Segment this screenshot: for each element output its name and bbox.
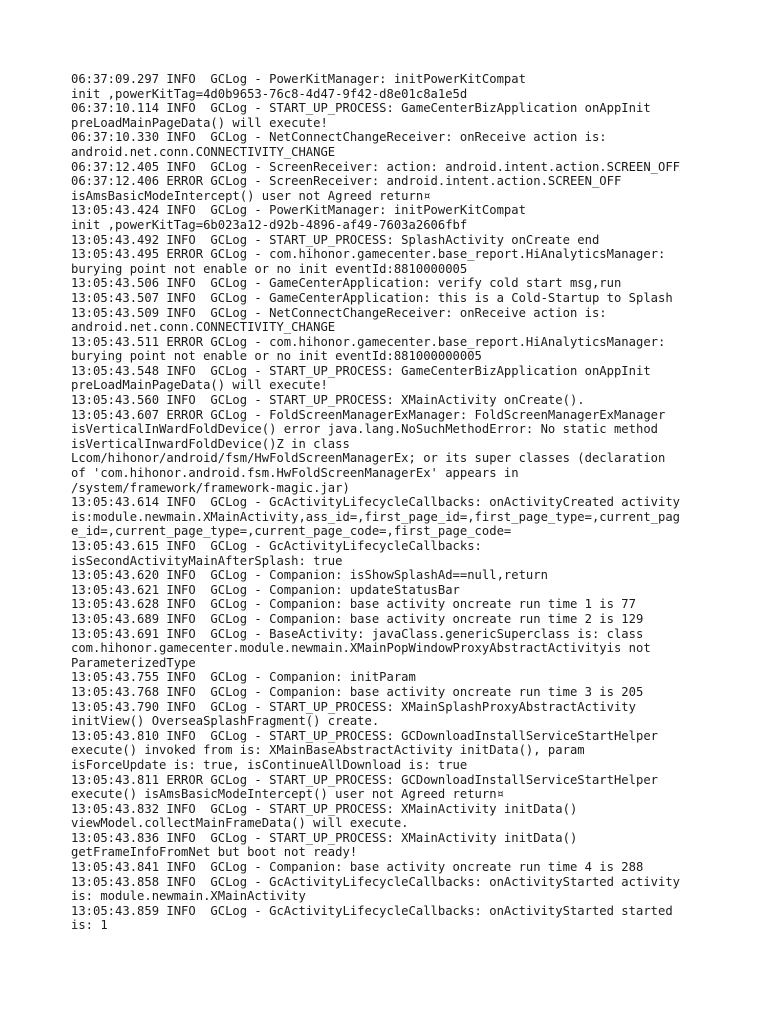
log-line: 13:05:43.836 INFO GCLog - START_UP_PROCESS: XMainActivity initData() — [71, 830, 578, 845]
log-line: 13:05:43.511 ERROR GCLog - com.hihonor.gamecenter.base_report.HiAnalyticsManager: — [71, 334, 666, 349]
log-line: isForceUpdate is: true, isContinueAllDownload is: true — [71, 757, 468, 772]
log-line: is: 1 — [71, 918, 108, 933]
log-line: 13:05:43.691 INFO GCLog - BaseActivity: javaClass.genericSuperclass is: class — [71, 626, 644, 641]
log-line: getFrameInfoFromNet but boot not ready! — [71, 845, 358, 860]
log-line: 13:05:43.689 INFO GCLog - Companion: base activity oncreate run time 2 is 129 — [71, 611, 644, 626]
log-line: is:module.newmain.XMainActivity,ass_id=,first_page_id=,first_page_type=,current_pag — [71, 509, 681, 524]
log-line: 13:05:43.859 INFO GCLog - GcActivityLifecycleCallbacks: onActivityStarted started — [71, 903, 673, 918]
log-line: 13:05:43.507 INFO GCLog - GameCenterApplication: this is a Cold-Startup to Splash — [71, 290, 673, 305]
log-line: execute() isAmsBasicModeIntercept() user not Agreed return¤ — [71, 787, 504, 802]
log-line: 13:05:43.790 INFO GCLog - START_UP_PROCESS: XMainSplashProxyAbstractActivity — [71, 699, 636, 714]
log-line: preLoadMainPageData() will execute! — [71, 115, 328, 130]
log-line: 13:05:43.811 ERROR GCLog - START_UP_PROCESS: GCDownloadInstallServiceStartHelper — [71, 772, 658, 787]
log-line: 06:37:10.114 INFO GCLog - START_UP_PROCESS: GameCenterBizApplication onAppInit — [71, 101, 651, 116]
log-line: initView() OverseaSplashFragment() create. — [71, 714, 380, 729]
log-line: 13:05:43.495 ERROR GCLog - com.hihonor.gamecenter.base_report.HiAnalyticsManager: — [71, 247, 666, 262]
log-line: 13:05:43.858 INFO GCLog - GcActivityLifecycleCallbacks: onActivityStarted activity — [71, 874, 681, 889]
log-document — [71, 72, 711, 933]
log-line: burying point not enable or no init eventId:8810000005 — [71, 261, 468, 276]
log-line: init ,powerKitTag=6b023a12-d92b-4896-af49-7603a2606fbf — [71, 217, 468, 232]
log-line: e_id=,current_page_type=,current_page_code=,first_page_code= — [71, 524, 512, 539]
log-line: burying point not enable or no init eventId:881000000005 — [71, 349, 482, 364]
log-line: 13:05:43.607 ERROR GCLog - FoldScreenManagerExManager: FoldScreenManagerExManager — [71, 407, 666, 422]
log-line: 13:05:43.768 INFO GCLog - Companion: base activity oncreate run time 3 is 205 — [71, 684, 644, 699]
log-line: 13:05:43.628 INFO GCLog - Companion: base activity oncreate run time 1 is 77 — [71, 597, 636, 612]
log-line: 13:05:43.560 INFO GCLog - START_UP_PROCESS: XMainActivity onCreate(). — [71, 393, 585, 408]
log-line: android.net.conn.CONNECTIVITY_CHANGE — [71, 144, 336, 159]
log-line: preLoadMainPageData() will execute! — [71, 378, 328, 393]
log-line: execute() invoked from is: XMainBaseAbstractActivity initData(), param — [71, 743, 585, 758]
log-line: Lcom/hihonor/android/fsm/HwFoldScreenManagerEx; or its super classes (declaration — [71, 451, 666, 466]
log-line: 13:05:43.620 INFO GCLog - Companion: isShowSplashAd==null,return — [71, 568, 548, 583]
log-line: 13:05:43.841 INFO GCLog - Companion: base activity oncreate run time 4 is 288 — [71, 860, 644, 875]
log-line: 13:05:43.810 INFO GCLog - START_UP_PROCESS: GCDownloadInstallServiceStartHelper — [71, 728, 658, 743]
log-line: 13:05:43.506 INFO GCLog - GameCenterApplication: verify cold start msg,run — [71, 276, 622, 291]
log-line: 13:05:43.424 INFO GCLog - PowerKitManager: initPowerKitCompat — [71, 203, 526, 218]
log-line: isVerticalInWardFoldDevice() error java.lang.NoSuchMethodError: No static method — [71, 422, 658, 437]
log-line: isVerticalInwardFoldDevice()Z in class — [71, 436, 350, 451]
log-line: viewModel.collectMainFrameData() will execute. — [71, 816, 409, 831]
log-line: com.hihonor.gamecenter.module.newmain.XMainPopWindowProxyAbstractActivityis not — [71, 641, 651, 656]
log-line: 13:05:43.548 INFO GCLog - START_UP_PROCESS: GameCenterBizApplication onAppInit — [71, 363, 651, 378]
log-line: 13:05:43.832 INFO GCLog - START_UP_PROCESS: XMainActivity initData() — [71, 801, 578, 816]
log-line: 13:05:43.621 INFO GCLog - Companion: updateStatusBar — [71, 582, 460, 597]
log-line: isAmsBasicModeIntercept() user not Agreed return¤ — [71, 188, 431, 203]
log-line: 06:37:12.405 INFO GCLog - ScreenReceiver: action: android.intent.action.SCREEN_OFF — [71, 159, 681, 174]
log-line: 13:05:43.614 INFO GCLog - GcActivityLifecycleCallbacks: onActivityCreated activity — [71, 495, 681, 510]
log-line: isSecondActivityMainAfterSplash: true — [71, 553, 343, 568]
log-line: 06:37:09.297 INFO GCLog - PowerKitManager: initPowerKitCompat — [71, 72, 526, 86]
log-line: 13:05:43.509 INFO GCLog - NetConnectChangeReceiver: onReceive action is: — [71, 305, 607, 320]
log-line: is: module.newmain.XMainActivity — [71, 889, 306, 904]
log-line: 13:05:43.755 INFO GCLog - Companion: initParam — [71, 670, 416, 685]
log-line: /system/framework/framework-magic.jar) — [71, 480, 350, 495]
log-line: 06:37:10.330 INFO GCLog - NetConnectChangeReceiver: onReceive action is: — [71, 130, 607, 145]
log-line: android.net.conn.CONNECTIVITY_CHANGE — [71, 320, 336, 335]
log-line: 13:05:43.615 INFO GCLog - GcActivityLifecycleCallbacks: — [71, 539, 482, 553]
log-line: of 'com.hihonor.android.fsm.HwFoldScreenManagerEx' appears in — [71, 466, 519, 481]
log-line: ParameterizedType — [71, 655, 196, 670]
log-line: 13:05:43.492 INFO GCLog - START_UP_PROCESS: SplashActivity onCreate end — [71, 232, 600, 247]
log-line: init ,powerKitTag=4d0b9653-76c8-4d47-9f42-d8e01c8a1e5d — [71, 86, 468, 101]
log-line: 06:37:12.406 ERROR GCLog - ScreenReceiver: android.intent.action.SCREEN_OFF — [71, 174, 622, 189]
